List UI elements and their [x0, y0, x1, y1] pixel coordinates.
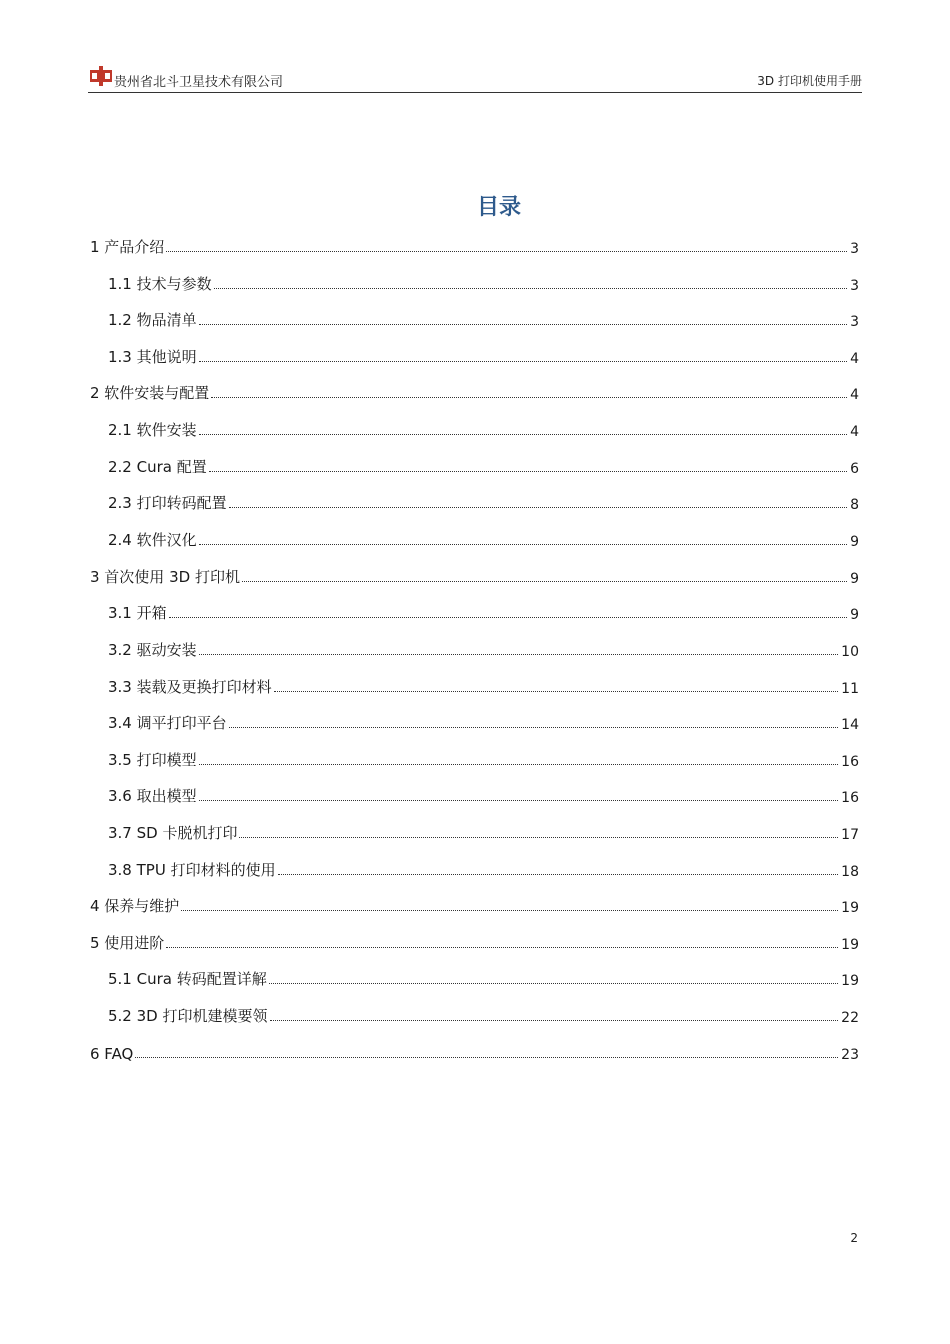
toc-entry[interactable]: [90, 235, 859, 257]
toc-entry[interactable]: [108, 491, 859, 513]
toc-leader-dots: [181, 910, 838, 911]
toc-entry-label: 3.5 打印模型: [108, 751, 197, 769]
toc-entry-page: 16: [841, 754, 859, 770]
toc-leader-dots: [229, 727, 839, 728]
toc-entry[interactable]: [90, 565, 859, 587]
toc-entry-page: 4: [850, 424, 859, 440]
toc-entry-page: 11: [841, 681, 859, 697]
toc-entry-page: 4: [850, 387, 859, 403]
toc-entry-page: 18: [841, 864, 859, 880]
toc-entry-page: 10: [841, 644, 859, 660]
toc-entry[interactable]: [90, 894, 859, 916]
toc-entry[interactable]: [108, 858, 859, 880]
toc-entry-page: 23: [841, 1047, 859, 1063]
toc-entry-label: 5.2 3D 打印机建模要领: [108, 1007, 268, 1025]
toc-entry-page: 19: [841, 900, 859, 916]
toc-entry-label: 1 产品介绍: [90, 238, 165, 256]
toc-entry[interactable]: [108, 418, 859, 440]
toc-entry-page: 3: [850, 278, 859, 294]
toc-entry-page: 17: [841, 827, 859, 843]
toc-entry-label: 1.1 技术与参数: [108, 275, 212, 293]
toc-entry[interactable]: [108, 528, 859, 550]
toc-entry-label: 3 首次使用 3D 打印机: [90, 568, 240, 586]
toc-entry-page: 3: [850, 241, 859, 257]
toc-entry-label: 3.2 驱动安装: [108, 641, 197, 659]
toc-entry-label: 3.4 调平打印平台: [108, 714, 227, 732]
toc-leader-dots: [270, 1020, 839, 1021]
toc-entry-label: 3.3 装载及更换打印材料: [108, 678, 272, 696]
toc-entry[interactable]: [108, 601, 859, 623]
toc-entry[interactable]: [90, 931, 859, 953]
toc-entry-page: 4: [850, 351, 859, 367]
toc-entry-label: 3.1 开箱: [108, 604, 167, 622]
company-name: 贵州省北斗卫星技术有限公司: [114, 75, 284, 90]
toc-entry-label: 4 保养与维护: [90, 897, 180, 915]
toc-entry[interactable]: [108, 675, 859, 697]
toc-entry-label: 2 软件安装与配置: [90, 384, 210, 402]
toc-entry-label: 3.8 TPU 打印材料的使用: [108, 861, 276, 879]
toc-entry-page: 19: [841, 937, 859, 953]
toc-leader-dots: [169, 617, 847, 618]
toc-entry[interactable]: [108, 711, 859, 733]
toc-leader-dots: [199, 324, 847, 325]
toc-leader-dots: [199, 764, 839, 765]
toc-entry-label: 6 FAQ: [90, 1045, 134, 1063]
toc-entry-page: 16: [841, 790, 859, 806]
toc-entry-label: 1.3 其他说明: [108, 348, 197, 366]
toc-entry[interactable]: [108, 967, 859, 989]
toc-leader-dots: [242, 581, 847, 582]
toc-leader-dots: [199, 361, 847, 362]
toc-entry[interactable]: [108, 345, 859, 367]
toc-entry-page: 9: [850, 534, 859, 550]
toc-entry-page: 3: [850, 314, 859, 330]
manual-title: 3D 打印机使用手册: [757, 74, 862, 88]
toc-title: 目录: [476, 194, 521, 220]
toc-entry-label: 3.7 SD 卡脱机打印: [108, 824, 238, 842]
toc-entry-page: 9: [850, 571, 859, 587]
toc-entry-label: 5.1 Cura 转码配置详解: [108, 970, 267, 988]
toc-entry[interactable]: [90, 1041, 859, 1063]
toc-entry-label: 2.3 打印转码配置: [108, 494, 227, 512]
toc-leader-dots: [229, 507, 847, 508]
toc-leader-dots: [239, 837, 838, 838]
toc-entry[interactable]: [108, 784, 859, 806]
toc-leader-dots: [199, 544, 847, 545]
toc-entry[interactable]: [108, 455, 859, 477]
toc-entry-page: 22: [841, 1010, 859, 1026]
toc-leader-dots: [199, 434, 847, 435]
toc-leader-dots: [274, 691, 839, 692]
toc-entry-label: 2.2 Cura 配置: [108, 458, 207, 476]
toc-leader-dots: [199, 654, 839, 655]
toc-leader-dots: [199, 800, 839, 801]
toc-entry[interactable]: [90, 381, 859, 403]
toc-leader-dots: [135, 1057, 838, 1058]
toc-entry-label: 2.4 软件汉化: [108, 531, 197, 549]
toc-leader-dots: [269, 983, 838, 984]
toc-entry-label: 5 使用进阶: [90, 934, 165, 952]
toc-entry-label: 2.1 软件安装: [108, 421, 197, 439]
toc-entry-label: 1.2 物品清单: [108, 311, 197, 329]
toc-leader-dots: [214, 288, 847, 289]
toc-entry[interactable]: [108, 748, 859, 770]
toc-entry[interactable]: [108, 1004, 859, 1026]
toc-entry[interactable]: [108, 272, 859, 294]
toc-entry-page: 8: [850, 497, 859, 513]
toc-leader-dots: [211, 397, 847, 398]
toc-leader-dots: [166, 251, 847, 252]
toc-entry-page: 9: [850, 607, 859, 623]
toc-entry-label: 3.6 取出模型: [108, 787, 197, 805]
toc-entry-page: 6: [850, 461, 859, 477]
toc-entry[interactable]: [108, 308, 859, 330]
page-number: 2: [850, 1231, 858, 1245]
toc-leader-dots: [209, 471, 847, 472]
toc-leader-dots: [166, 947, 838, 948]
toc-leader-dots: [278, 874, 839, 875]
toc-entry[interactable]: [108, 638, 859, 660]
toc-entry-page: 14: [841, 717, 859, 733]
toc-entry[interactable]: [108, 821, 859, 843]
toc-entry-page: 19: [841, 973, 859, 989]
